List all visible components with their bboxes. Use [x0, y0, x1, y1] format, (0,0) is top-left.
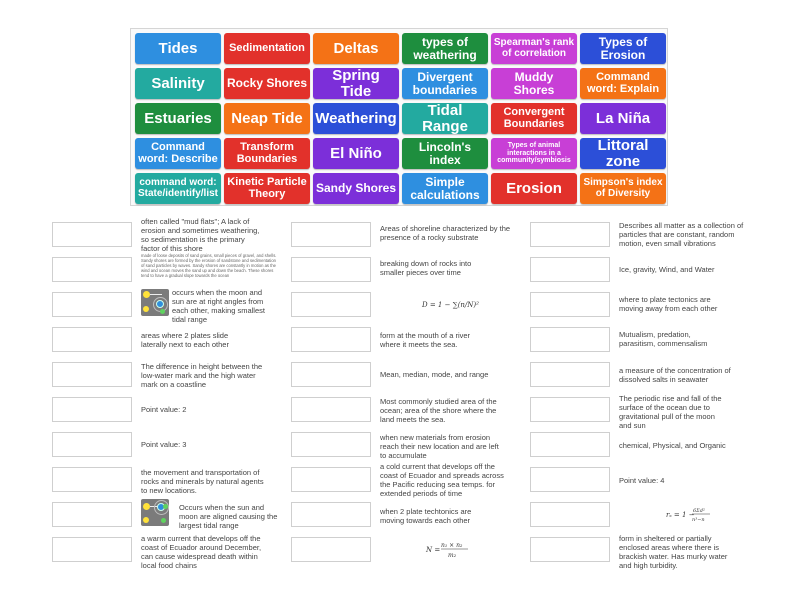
clue-text: a cold current that develops off the coast of Ecuador and spreads across the Pacific reducing sea temps. for extended periods of time	[380, 462, 504, 498]
drop-zone[interactable]	[52, 397, 132, 422]
tile-types-of-animal-interactions[interactable]: Types of animal interactions in a community/symbiosis	[491, 138, 577, 169]
svg-text:n³−n: n³−n	[692, 517, 705, 523]
tile-types-of-weathering[interactable]: types of weathering	[402, 33, 488, 64]
tile-types-of-erosion[interactable]: Types of Erosion	[580, 33, 666, 64]
svg-text:N =: N =	[426, 546, 441, 554]
tile-command-word-explain[interactable]: Command word: Explain	[580, 68, 666, 99]
clue-text: The difference in height between the low-water mark and the high water mark on a coastline	[141, 362, 263, 389]
clue-text: a warm current that develops off the coast of Ecuador around December, can cause widespread death within local food chains	[141, 534, 262, 570]
clue-text: chemical, Physical, and Organic	[619, 441, 726, 450]
clue-text: form at the mouth of a river where it meets the sea.	[380, 331, 471, 349]
drop-zone[interactable]	[52, 222, 132, 247]
tile-spearmans-rank[interactable]: Spearman's rank of correlation	[491, 33, 577, 64]
tile-command-word-describe[interactable]: Command word: Describe	[135, 138, 221, 169]
drop-zone[interactable]	[530, 327, 610, 352]
clue-text: where to plate tectonics are moving away from each other	[619, 295, 718, 313]
tile-muddy-shores[interactable]: Muddy Shores	[491, 68, 577, 99]
drop-zone[interactable]	[291, 292, 371, 317]
clue-text: the movement and transportation of rocks and minerals by natural agents to new locations.	[141, 468, 264, 495]
clue-text: when 2 plate techtonics are moving towards each other	[380, 507, 472, 525]
tile-simpsons-index[interactable]: Simpson's index of Diversity	[580, 173, 666, 204]
spearmans-rank-formula	[664, 503, 714, 527]
drop-zone[interactable]	[530, 292, 610, 317]
tile-divergent-boundaries[interactable]: Divergent boundaries	[402, 68, 488, 99]
tile-convergent-boundaries[interactable]: Convergent Boundaries	[491, 103, 577, 134]
drop-zone[interactable]	[52, 257, 132, 282]
drop-zone[interactable]	[530, 502, 610, 527]
spring-tide-diagram	[141, 499, 169, 526]
clue-text: Point value: 3	[141, 440, 187, 449]
drop-zone[interactable]	[530, 397, 610, 422]
drop-zone[interactable]	[291, 362, 371, 387]
clue-text: made of loose deposits of sand grains, small pieces of gravel, and shells. Sandy shores are formed by the erosion of sandstone and sedimentation of sand particles by waves. Sandy shores are constantly in motion as the wind and ocean moves the sand up and down the beach. These shores tend to have a gradual slope towards the ocean	[141, 253, 277, 279]
drop-zone[interactable]	[291, 537, 371, 562]
tile-kinetic-particle-theory[interactable]: Kinetic Particle Theory	[224, 173, 310, 204]
drop-zone[interactable]	[530, 432, 610, 457]
lincolns-index-formula	[424, 537, 476, 561]
svg-text:6Σd²: 6Σd²	[693, 508, 705, 514]
clue-text: Ice, gravity, Wind, and Water	[619, 265, 715, 274]
drop-zone[interactable]	[530, 467, 610, 492]
drop-zone[interactable]	[52, 537, 132, 562]
drop-zone[interactable]	[52, 432, 132, 457]
simpsons-index-formula	[420, 294, 480, 314]
drop-zone[interactable]	[52, 467, 132, 492]
drop-zone[interactable]	[291, 467, 371, 492]
tile-transform-boundaries[interactable]: Transform Boundaries	[224, 138, 310, 169]
tile-deltas[interactable]: Deltas	[313, 33, 399, 64]
tile-littoral-zone[interactable]: Littoral zone	[580, 138, 666, 169]
clue-text: a measure of the concentration of dissolved salts in seawater	[619, 366, 731, 384]
clue-text: Mean, median, mode, and range	[380, 370, 489, 379]
clue-text: breaking down of rocks into smaller pieces over time	[380, 259, 472, 277]
svg-text:rₛ = 1 −: rₛ = 1 −	[666, 511, 695, 519]
tile-estuaries[interactable]: Estuaries	[135, 103, 221, 134]
clue-text: Most commonly studied area of the ocean; area of the shore where the land meets the sea.	[380, 397, 497, 424]
tile-el-nino[interactable]: El Niño	[313, 138, 399, 169]
svg-text:D = 1 − ∑(n/N)²: D = 1 − ∑(n/N)²	[422, 301, 479, 309]
drop-zone[interactable]	[530, 537, 610, 562]
drop-zone[interactable]	[52, 362, 132, 387]
tile-tidal-range[interactable]: Tidal Range	[402, 103, 488, 134]
tile-spring-tide[interactable]: Spring Tide	[313, 68, 399, 99]
tile-command-word-state[interactable]: command word: State/identify/list	[135, 173, 221, 204]
drop-zone[interactable]	[291, 502, 371, 527]
clue-text: Point value: 4	[619, 476, 665, 485]
drop-zone[interactable]	[52, 292, 132, 317]
clue-text: occurs when the moon and sun are at right angles from each other, making smallest tidal range	[172, 288, 265, 324]
tile-simple-calculations[interactable]: Simple calculations	[402, 173, 488, 204]
clue-text: Occurs when the sun and moon are aligned causing the largest tidal range	[179, 503, 278, 530]
quadrature-tide-diagram	[141, 289, 169, 316]
tile-rocky-shores[interactable]: Rocky Shores	[224, 68, 310, 99]
clue-text: Areas of shoreline characterized by the presence of a rocky substrate	[380, 224, 511, 242]
clue-text: areas where 2 plates slide laterally next to each other	[141, 331, 229, 349]
svg-text:n₁ × n₂: n₁ × n₂	[441, 542, 463, 549]
clue-text: Mutualism, predation, parasitism, commensalism	[619, 330, 708, 348]
tile-bank	[130, 28, 668, 206]
clue-text: Describes all matter as a collection of particles that are constant, random motion, even small vibrations	[619, 221, 744, 248]
clue-text: form in sheltered or partially enclosed areas where there is brackish water. Has murky water and high turbidity.	[619, 534, 728, 570]
svg-text:m₂: m₂	[448, 552, 457, 559]
clue-text: The periodic rise and fall of the surface of the ocean due to gravitational pull of the moon and sun	[619, 394, 722, 430]
drop-zone[interactable]	[530, 222, 610, 247]
drop-zone[interactable]	[52, 502, 132, 527]
tile-neap-tide[interactable]: Neap Tide	[224, 103, 310, 134]
drop-zone[interactable]	[52, 327, 132, 352]
clue-text: Point value: 2	[141, 405, 187, 414]
clue-text: often called "mud flats"; A lack of erosion and sometimes weathering, so sedimentation is the primary factor of this shore	[141, 217, 260, 253]
drop-zone[interactable]	[291, 222, 371, 247]
tile-weathering[interactable]: Weathering	[313, 103, 399, 134]
tile-la-nina[interactable]: La Niña	[580, 103, 666, 134]
tile-sedimentation[interactable]: Sedimentation	[224, 33, 310, 64]
drop-zone[interactable]	[530, 362, 610, 387]
tile-lincolns-index[interactable]: Lincoln's index	[402, 138, 488, 169]
tile-tides[interactable]: Tides	[135, 33, 221, 64]
tile-sandy-shores[interactable]: Sandy Shores	[313, 173, 399, 204]
drop-zone[interactable]	[291, 257, 371, 282]
drop-zone[interactable]	[530, 257, 610, 282]
tile-salinity[interactable]: Salinity	[135, 68, 221, 99]
drop-zone[interactable]	[291, 327, 371, 352]
clue-text: when new materials from erosion reach their new location and are left to accumulate	[380, 433, 499, 460]
drop-zone[interactable]	[291, 397, 371, 422]
drop-zone[interactable]	[291, 432, 371, 457]
tile-erosion[interactable]: Erosion	[491, 173, 577, 204]
